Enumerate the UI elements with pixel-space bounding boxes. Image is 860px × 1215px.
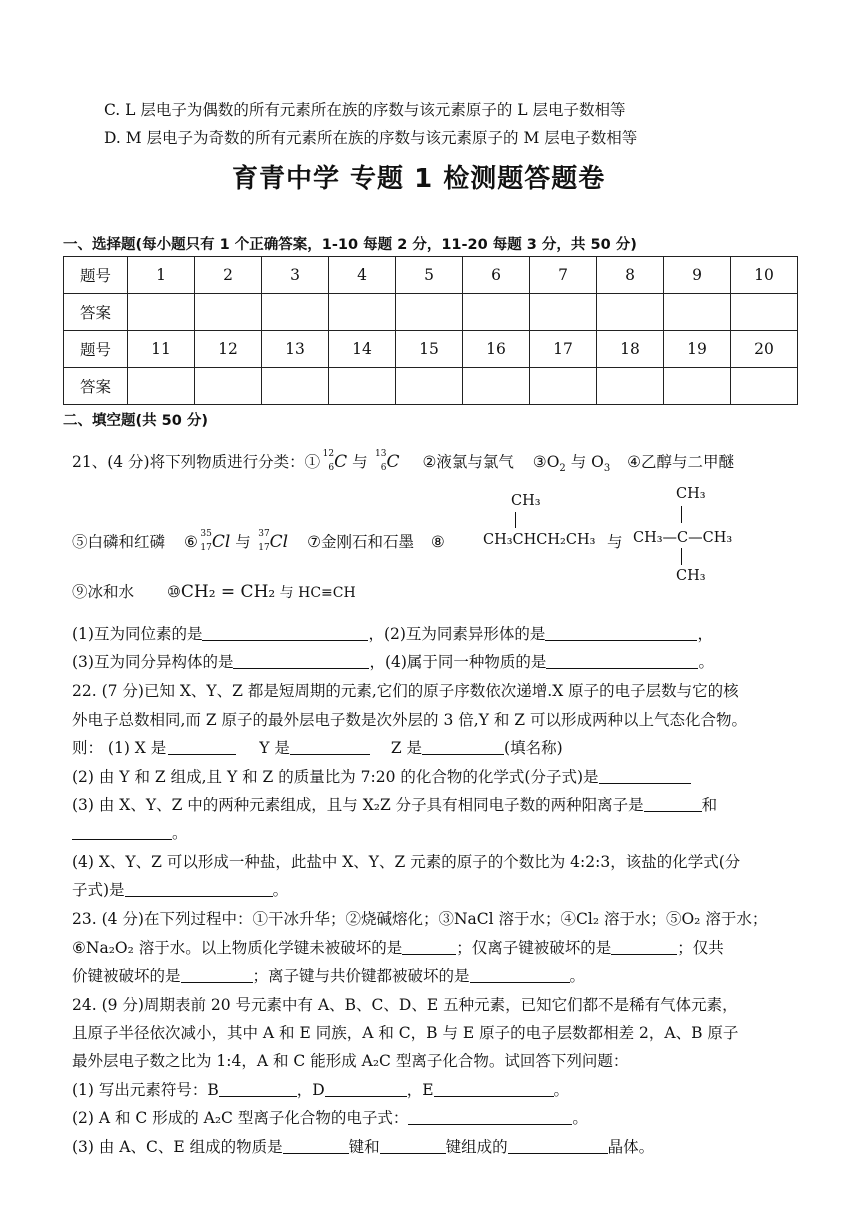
q24-line1: 24. (9 分)周期表前 20 号元素中有 A、B、C、D、E 五种元素，已知它们都不是稀有气体元素， [72,996,738,1014]
answer-cell[interactable] [731,294,798,331]
blank-b[interactable] [219,1082,297,1097]
q-number: 8 [597,257,664,294]
q22-line5: (3) 由 X、Y、Z 中的两种元素组成，且与 X₂Z 分子具有相同电子数的两种阳离子是 和 [72,796,718,814]
section1-heading: 一、选择题(每小题只有 1 个正确答案，1-10 每题 2 分，11-20 每题 3 分，共 50 分) [63,237,637,253]
answer-cell[interactable] [463,294,530,331]
blank-cation-1[interactable] [644,797,702,812]
struct1-top: CH₃ [511,493,541,509]
answer-cell[interactable] [530,294,597,331]
q23-line1: 23. (4 分)在下列过程中：①干冰升华；②烧碱熔化；③NaCl 溶于水；④Cl₂ 溶于水；⑤O₂ 溶于水； [72,910,768,928]
ask-isomer: (3)互为同分异构体的是 [72,653,234,671]
page-title: 育青中学 专题 1 检测题答题卷 [232,164,606,194]
answer-cell[interactable] [463,368,530,405]
answer-cell[interactable] [262,368,329,405]
item-5: ⑤白磷和红磷 [72,533,166,551]
blank-bond-2[interactable] [380,1139,446,1154]
answer-cell[interactable] [128,368,195,405]
row-label-q: 题号 [64,331,128,368]
answer-cell[interactable] [396,368,463,405]
isotope-cl37: 37 17 [258,529,270,553]
ask-isotope: (1)互为同位素的是 [72,625,203,643]
q23-line2: ⑥Na₂O₂ 溶于水。以上物质化学键未被破坏的是 ；仅离子键被破坏的是 ；仅共 [72,939,724,957]
q21-intro: 21、(4 分)将下列物质进行分类： [72,453,305,471]
row-label-a: 答案 [64,294,128,331]
answer-cell[interactable] [396,294,463,331]
q22-line7: 子式)是 。 [72,881,289,899]
item-1-with: 与 [347,453,373,471]
item-6-marker: ⑥ [183,533,198,551]
q-number: 3 [262,257,329,294]
q-number: 9 [664,257,731,294]
table-row-numbers-1 [64,257,798,294]
struct2-bottom: CH₃ [676,568,706,584]
item-9: ⑨冰和水 [72,583,135,601]
q21-ask-line1: (1)互为同位素的是 ，(2)互为同素异形体的是 ， [72,625,713,643]
answer-cell[interactable] [195,368,262,405]
item-6-with: 与 [230,533,256,551]
q-number: 20 [731,331,798,368]
item-7: ⑦金刚石和石墨 [307,533,414,551]
answer-cell[interactable] [664,294,731,331]
answer-cell[interactable] [329,368,396,405]
item-2: ②液氯与氯气 [422,453,514,471]
item-8-marker: ⑧ [430,533,445,551]
q-number: 6 [463,257,530,294]
q-number: 17 [530,331,597,368]
answer-cell[interactable] [195,294,262,331]
blank-ionic-only[interactable] [611,940,677,955]
q-number: 11 [128,331,195,368]
blank-y[interactable] [290,740,370,755]
table-row-answers-1 [64,294,798,331]
q22-line3: 则： (1) X 是 Y 是 Z 是 (填名称) [72,739,563,757]
section2-heading: 二、填空题(共 50 分) [63,413,209,429]
item-10-rest: 与 HC≡CH [275,585,356,601]
q-number: 19 [664,331,731,368]
struct2-main: CH₃—C—CH₃ [633,530,733,546]
q22-line4: (2) 由 Y 和 Z 组成,且 Y 和 Z 的质量比为 7:20 的化合物的化学式(分子式)是 [72,765,691,787]
q21-line1: 21、(4 分)将下列物质进行分类：① 12 6 C 与 13 6 C ②液氯与氯气 $③O_2$ 与 $O_3$ ④乙醇与二甲醚 [72,449,735,475]
struct-with: 与 [607,533,623,551]
bond-line [681,548,682,565]
blank-same[interactable] [546,654,698,669]
blank-crystal[interactable] [508,1139,608,1154]
q-number: 16 [463,331,530,368]
struct1-main: CH₃CHCH₂CH₃ [483,532,596,548]
blank-e[interactable] [434,1082,554,1097]
blank-salt[interactable] [125,882,273,897]
q-number: 12 [195,331,262,368]
q21-line3 [72,580,356,602]
q23-line3: 价键被破坏的是 ；离子键与共价键都被破坏的是 。 [72,967,586,985]
isotope-c12: 12 6 [322,449,335,473]
q24-line6: (3) 由 A、C、E 组成的物质是 键和 键组成的 晶体。 [72,1138,655,1156]
q-number: 4 [329,257,396,294]
answer-cell[interactable] [731,368,798,405]
q-number: 15 [396,331,463,368]
q-number: 10 [731,257,798,294]
answer-table [63,256,798,405]
q-number: 2 [195,257,262,294]
q-number: 14 [329,331,396,368]
bond-line [515,512,516,528]
row-label-a: 答案 [64,368,128,405]
item-4: ④乙醇与二甲醚 [627,453,735,471]
blank-d[interactable] [325,1082,407,1097]
answer-cell[interactable] [329,294,396,331]
option-c: C. L 层电子为偶数的所有元素所在族的序数与该元素原子的 L 层电子数相等 [104,101,626,119]
item-1-marker: ① [304,453,321,471]
isotope-cl35: 35 17 [200,529,212,553]
q-number: 18 [597,331,664,368]
q22-line6: (4) X、Y、Z 可以形成一种盐，此盐中 X、Y、Z 元素的原子的个数比为 4:2:3，该盐的化学式(分 [72,853,741,871]
item-3: $③O_2$ 与 $O_3$ [532,453,611,475]
struct2-top: CH₃ [676,486,706,502]
blank-electron-formula[interactable] [408,1110,572,1125]
answer-cell[interactable] [128,294,195,331]
row-label-q: 题号 [64,257,128,294]
q24-line5: (2) A 和 C 形成的 A₂C 型离子化合物的电子式： 。 [72,1109,588,1127]
q-number: 1 [128,257,195,294]
q21-line2: ⑤白磷和红磷 ⑥ 35 17 Cl 与 37 17 Cl ⑦金刚石和石墨 ⑧ [72,529,445,553]
blank-z[interactable] [422,740,504,755]
blank-allotrope[interactable] [545,626,697,641]
q22-line1: 22. (7 分)已知 X、Y、Z 都是短周期的元素,它们的原子序数依次递增.X 原子的电子层数与它的核 [72,682,739,700]
blank-bond-1[interactable] [283,1139,349,1154]
table-row-answers-2 [64,368,798,405]
bond-line [681,506,682,523]
answer-cell[interactable] [262,294,329,331]
blank-unbroken[interactable] [402,940,456,955]
answer-cell[interactable] [597,368,664,405]
blank-x[interactable] [168,740,236,755]
blank-formula[interactable] [599,769,691,784]
q22-line5-cont: 。 [72,821,188,843]
q24-line2: 且原子半径依次减小，其中 A 和 E 同族，A 和 C，B 与 E 原子的电子层数都相差 2，A、B 原子 [72,1024,739,1042]
answer-cell[interactable] [597,294,664,331]
q-number: 7 [530,257,597,294]
blank-cation-2[interactable] [72,825,172,840]
q-number: 5 [396,257,463,294]
ask-same: ，(4)属于同一种物质的是 [369,653,547,671]
table-row-numbers-2 [64,331,798,368]
answer-cell[interactable] [664,368,731,405]
q21-ask-line2: (3)互为同分异构体的是 ，(4)属于同一种物质的是 。 [72,653,714,671]
answer-cell[interactable] [530,368,597,405]
q-number: 13 [262,331,329,368]
q24-line4: (1) 写出元素符号：B ，D ，E 。 [72,1081,570,1099]
ask-allotrope: ，(2)互为同素异形体的是 [368,625,546,643]
ethene-formula: CH₂ = CH₂ [180,582,276,602]
q24-line3: 最外层电子数之比为 1:4，A 和 C 能形成 A₂C 型离子化合物。试回答下列问题： [72,1052,629,1070]
option-d: D. M 层电子为奇数的所有元素所在族的序数与该元素原子的 M 层电子数相等 [104,129,638,147]
blank-isomer[interactable] [233,654,369,669]
blank-isotope[interactable] [202,626,368,641]
q22-line2: 外电子总数相同,而 Z 原子的最外层电子数是次外层的 3 倍,Y 和 Z 可以形成两种以上气态化合物。 [72,711,747,729]
blank-both[interactable] [470,968,570,983]
item-10-marker: ⑩ [166,583,181,601]
blank-covalent-only[interactable] [181,968,253,983]
isotope-c13: 13 6 [375,449,387,473]
